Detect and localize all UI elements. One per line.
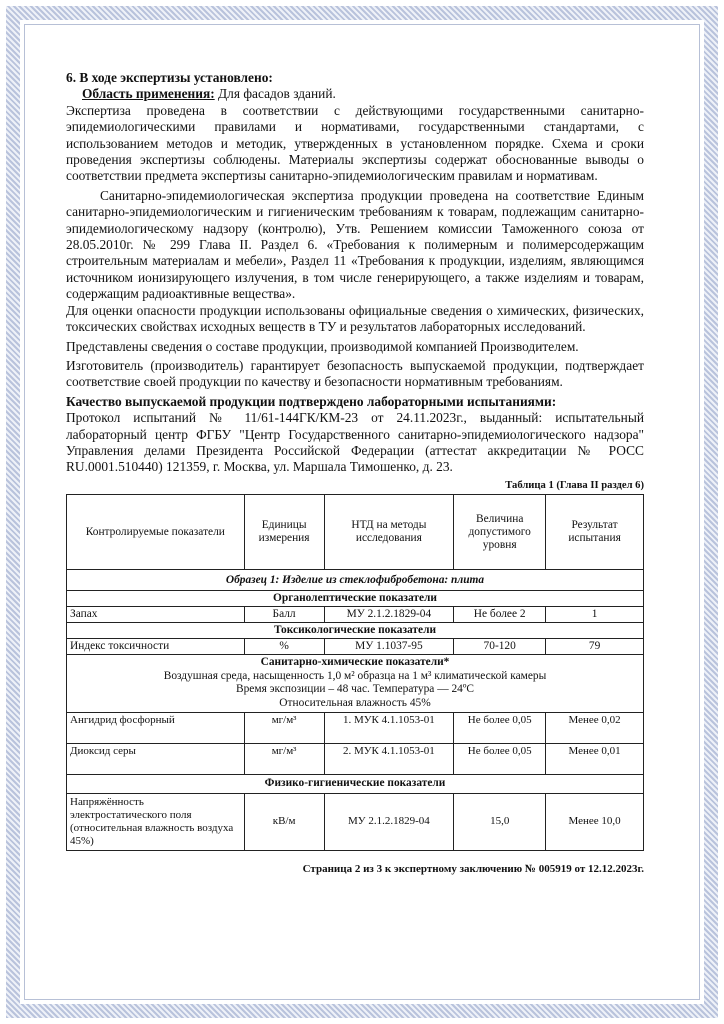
chemical-section-cell: [67, 655, 644, 712]
section-row: Токсикологические показатели: [67, 623, 644, 639]
table-cell: МУ 2.1.2.1829-04: [324, 793, 454, 850]
sample-row: Образец 1: Изделие из стеклофибробетона: плита: [67, 570, 644, 591]
table-row: [67, 712, 644, 743]
table-cell: Диоксид серы: [67, 743, 245, 774]
table-cell: 79: [546, 639, 644, 655]
table-cell: Менее 0,02: [546, 712, 644, 743]
header-cell: Контролируемые показатели: [67, 495, 245, 570]
table-row: [67, 639, 644, 655]
header-cell: НТД на методы исследования: [324, 495, 454, 570]
table-cell: мг/м³: [244, 743, 324, 774]
table-cell: Не более 0,05: [454, 712, 546, 743]
header-cell: Единицы измерения: [244, 495, 324, 570]
table-cell: 15,0: [454, 793, 546, 850]
table-cell: 70-120: [454, 639, 546, 655]
table-cell: %: [244, 639, 324, 655]
protocol-text: Протокол испытаний № 11/61-144ГК/КМ-23 от 24.11.2023г., выданный: испытательный лабораторный центр ФГБУ "Центр Государственного санитарно-эпидемиологического надзора" Управления делами Президента Российской Федерации (аттестат аккредитации № РОСС RU.0001.510440) 121359, г. Москва, ул. Маршала Тимошенко, д. 23.: [66, 410, 644, 475]
paragraph-5: Изготовитель (производитель) гарантирует безопасность выпускаемой продукции, подтверждает соответствие своей продукции по качеству и безопасности нормативным требованиям.: [66, 357, 644, 390]
header-cell: Величина допустимого уровня: [454, 495, 546, 570]
table-cell: мг/м³: [244, 712, 324, 743]
table-cell: 1: [546, 607, 644, 623]
section-row: Физико-гигиенические показатели: [67, 774, 644, 793]
table-cell: Ангидрид фосфорный: [67, 712, 245, 743]
table-cell: Не более 2: [454, 607, 546, 623]
page-footer: Страница 2 из 3 к экспертному заключению № 005919 от 12.12.2023г.: [302, 862, 644, 875]
section-row: Органолептические показатели: [67, 591, 644, 607]
chemical-note: Относительная влажность 45%: [279, 696, 431, 709]
scope-label: Область применения:: [82, 86, 215, 102]
table-row: [67, 607, 644, 623]
chemical-note: Время экспозиции – 48 час. Температура — 24ºС: [236, 683, 474, 696]
paragraph-4: Представлены сведения о составе продукции, производимой компанией Производителем.: [66, 338, 579, 354]
paragraph-2: Санитарно-эпидемиологическая экспертиза продукции проведена на соответствие Единым санитарно-эпидемиологическим и гигиеническим требованиям к товарам, подлежащим санитарно-эпидемиологическому надзору (контролю), Утв. Решением комиссии Таможенного союза от 28.05.2010г. № 299 Глава II. Раздел 6. «Требования к полимерным и полимерсодержащим строительным материалам и мебели», Раздел 11 «Требования к продукции, изделиям, являющимся источником ионизирующего излучения, в том числе генерирующего, а также изделиям и товарам, содержащим радиоактивные вещества».: [66, 187, 644, 302]
section-title: 6. В ходе экспертизы установлено:: [66, 70, 273, 85]
scope-line: [66, 86, 644, 102]
table-cell: кВ/м: [244, 793, 324, 850]
table-caption: Таблица 1 (Глава II раздел 6): [505, 479, 644, 491]
table-cell: Балл: [244, 607, 324, 623]
table-cell: Менее 0,01: [546, 743, 644, 774]
quality-heading: Качество выпускаемой продукции подтверждено лабораторными испытаниями:: [66, 393, 557, 409]
chemical-note: Воздушная среда, насыщенность 1,0 м² образца на 1 м³ климатической камеры: [163, 669, 547, 682]
paragraph-3: Для оценки опасности продукции использованы официальные сведения о химических, физических, токсических свойствах исходных веществ в ТУ и результатов лабораторных исследований.: [66, 302, 644, 335]
table-row: [67, 743, 644, 774]
table-cell: МУ 2.1.2.1829-04: [324, 607, 454, 623]
table-cell: 2. МУК 4.1.1053-01: [324, 743, 454, 774]
scope-value: Для фасадов зданий.: [214, 86, 336, 102]
table-cell: Напряжённость электростатического поля (относительная влажность воздуха 45%): [67, 793, 245, 850]
table-cell: Индекс токсичности: [67, 639, 245, 655]
table-cell: Не более 0,05: [454, 743, 546, 774]
table-cell: МУ 1.1037-95: [324, 639, 454, 655]
table-cell: Запах: [67, 607, 245, 623]
section-row: Санитарно-химические показатели*: [260, 656, 450, 669]
table-header-row: [67, 495, 644, 570]
header-cell: Результат испытания: [546, 495, 644, 570]
document-body: [66, 70, 644, 877]
paragraph-1: Экспертиза проведена в соответствии с действующими государственными санитарно-эпидемиологическими правилами и нормативами, государственными стандартами, с использованием методов и методик, утвержденных в установленном порядке. Схема и сроки проведения экспертизы соблюдены. Материалы экспертизы содержат обоснованные выводы о соответствии предмета экспертизы санитарно-эпидемиологическим правилам и нормативам.: [66, 102, 644, 184]
table-row: [67, 793, 644, 850]
table-cell: 1. МУК 4.1.1053-01: [324, 712, 454, 743]
table-cell: Менее 10,0: [546, 793, 644, 850]
results-table: [66, 494, 644, 850]
